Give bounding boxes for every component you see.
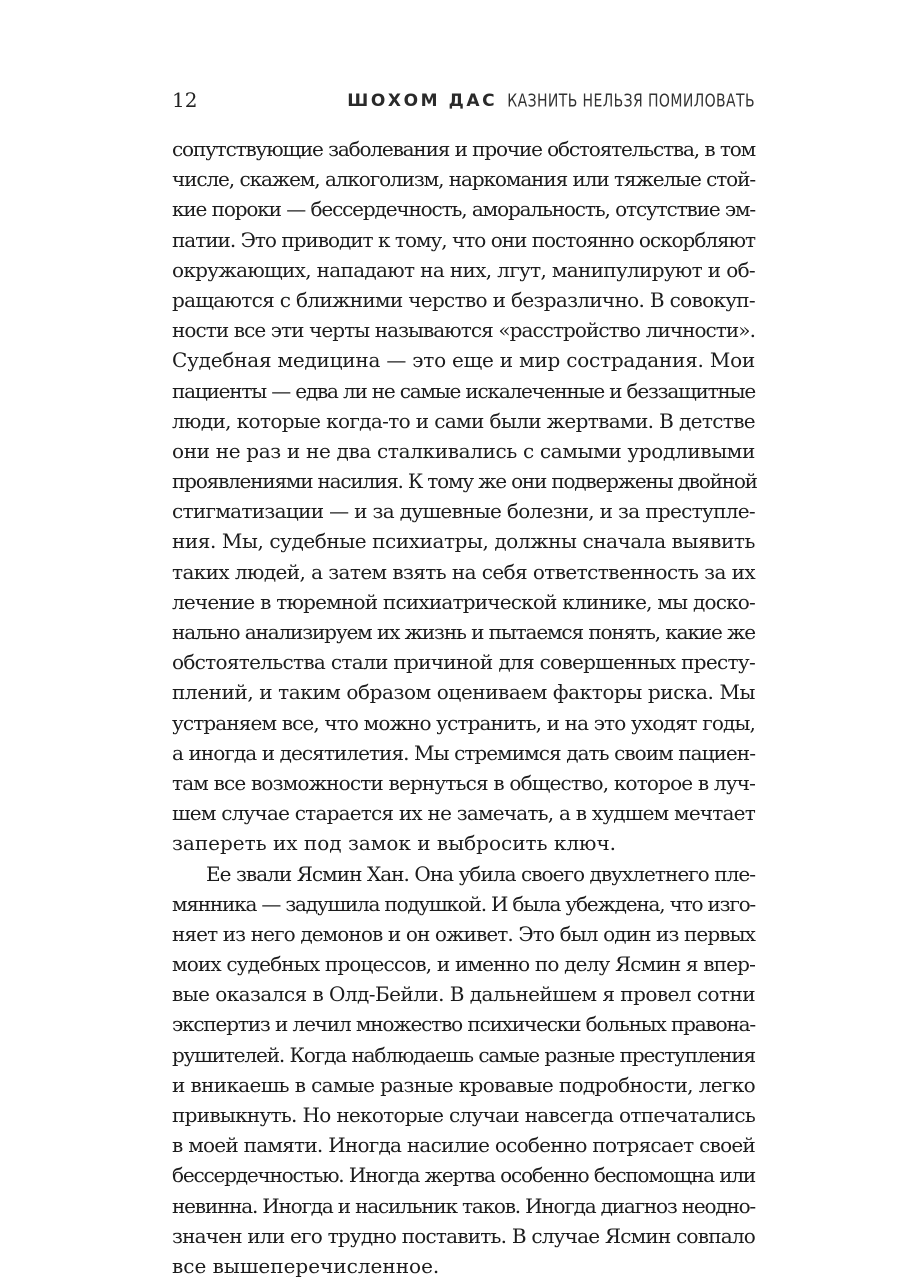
text-line: шем случае старается их не замечать, а в худшем мечтает bbox=[172, 798, 755, 828]
text-line: рушителей. Когда наблюдаешь самые разные преступления bbox=[172, 1040, 755, 1070]
text-line: вые оказался в Олд-Бейли. В дальнейшем я провел сотни bbox=[172, 979, 755, 1009]
text-line: стигматизации — и за душевные болезни, и за преступле- bbox=[172, 496, 755, 526]
book-title: КАЗНИТЬ НЕЛЬЗЯ ПОМИЛОВАТЬ bbox=[507, 93, 755, 111]
text-line: привыкнуть. Но некоторые случаи навсегда отпечатались bbox=[172, 1100, 755, 1130]
text-line: они не раз и не два сталкивались с самыми уродливыми bbox=[172, 436, 755, 466]
text-line: запереть их под замок и выбросить ключ. bbox=[172, 828, 755, 858]
text-line: бессердечностью. Иногда жертва особенно беспомощна или bbox=[172, 1160, 755, 1190]
text-line: пациенты — едва ли не самые искалеченные и беззащитные bbox=[172, 376, 755, 406]
paragraph bbox=[172, 134, 755, 859]
text-line: сопутствующие заболевания и прочие обстоятельства, в том bbox=[172, 134, 755, 164]
text-line: обстоятельства стали причиной для совершенных престу- bbox=[172, 647, 755, 677]
text-line: Судебная медицина — это еще и мир сострадания. Мои bbox=[172, 345, 755, 375]
text-line: лечение в тюремной психиатрической клинике, мы доско- bbox=[172, 587, 755, 617]
running-header bbox=[172, 80, 755, 110]
text-line: устраняем все, что можно устранить, и на это уходят годы, bbox=[172, 708, 755, 738]
text-line: там все возможности вернуться в общество, которое в луч- bbox=[172, 768, 755, 798]
text-line: плений, и таким образом оцениваем факторы риска. Мы bbox=[172, 677, 755, 707]
text-line: проявлениями насилия. К тому же они подвержены двойной bbox=[172, 466, 755, 496]
text-line: моих судебных процессов, и именно по делу Ясмин я впер- bbox=[172, 949, 755, 979]
text-line: экспертиз и лечил множество психически больных правона- bbox=[172, 1009, 755, 1039]
text-line: ращаются с ближними черство и безразлично. В совокуп- bbox=[172, 285, 755, 315]
text-line: патии. Это приводит к тому, что они постоянно оскорбляют bbox=[172, 225, 755, 255]
text-line: числе, скажем, алкоголизм, наркомания или тяжелые стой- bbox=[172, 164, 755, 194]
text-line: значен или его трудно поставить. В случае Ясмин совпало bbox=[172, 1221, 755, 1251]
text-line: все вышеперечисленное. bbox=[172, 1251, 755, 1281]
body-text bbox=[172, 134, 755, 1281]
page-number: 12 bbox=[172, 90, 197, 110]
text-line: мянника — задушила подушкой. И была убеждена, что изго- bbox=[172, 889, 755, 919]
text-line: невинна. Иногда и насильник таков. Иногда диагноз неодно- bbox=[172, 1191, 755, 1221]
text-line: няет из него демонов и он оживет. Это был один из первых bbox=[172, 919, 755, 949]
author-name: ШОХОМ ДАС bbox=[347, 93, 497, 110]
text-line: нально анализируем их жизнь и пытаемся понять, какие же bbox=[172, 617, 755, 647]
text-line: ния. Мы, судебные психиатры, должны сначала выявить bbox=[172, 526, 755, 556]
paragraph bbox=[172, 859, 755, 1281]
text-line: окружающих, нападают на них, лгут, манипулируют и об- bbox=[172, 255, 755, 285]
text-line: Ее звали Ясмин Хан. Она убила своего двухлетнего пле- bbox=[172, 859, 755, 889]
text-line: люди, которые когда-то и сами были жертвами. В детстве bbox=[172, 406, 755, 436]
text-line: кие пороки — бессердечность, аморальность, отсутствие эм- bbox=[172, 194, 755, 224]
text-line: таких людей, а затем взять на себя ответственность за их bbox=[172, 557, 755, 587]
text-line: и вникаешь в самые разные кровавые подробности, легко bbox=[172, 1070, 755, 1100]
running-head bbox=[347, 93, 755, 110]
text-line: а иногда и десятилетия. Мы стремимся дать своим пациен- bbox=[172, 738, 755, 768]
text-line: в моей памяти. Иногда насилие особенно потрясает своей bbox=[172, 1130, 755, 1160]
text-line: ности все эти черты называются «расстройство личности». bbox=[172, 315, 755, 345]
